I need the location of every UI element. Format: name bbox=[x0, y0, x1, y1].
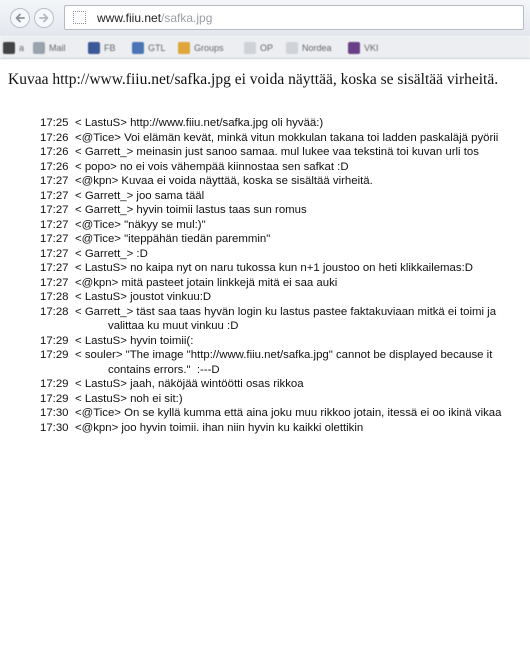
chat-line bbox=[40, 406, 520, 421]
bookmark-label: Groups bbox=[194, 42, 224, 53]
back-button[interactable] bbox=[10, 8, 30, 28]
image-error-message: Kuvaa http://www.fiiu.net/safka.jpg ei voida näyttää, koska se sisältää virheitä. bbox=[8, 71, 499, 88]
chat-line bbox=[40, 189, 520, 204]
chat-timestamp: 17:27 bbox=[40, 233, 69, 245]
chat-message: < Garrett_> meinasin just sanoo samaa. mul lukee vaa tekstinä toi kuvan urli tos bbox=[75, 146, 479, 158]
chat-timestamp: 17:30 bbox=[40, 421, 69, 434]
mail-icon bbox=[33, 42, 45, 54]
bookmark-label: Nordea bbox=[302, 42, 332, 53]
chat-timestamp: 17:25 bbox=[40, 117, 69, 129]
chat-message: <@kpn> mitä pasteet jotain linkkejä mitä ei saa auki bbox=[75, 276, 338, 289]
chat-line bbox=[40, 131, 520, 146]
bookmark-label: GTL bbox=[148, 42, 166, 53]
chat-timestamp: 17:26 bbox=[40, 160, 69, 173]
chat-timestamp: 17:27 bbox=[40, 262, 69, 274]
bookmark-item[interactable] bbox=[178, 41, 224, 54]
chat-timestamp: 17:29 bbox=[40, 334, 69, 347]
google-icon bbox=[178, 42, 190, 54]
chat-message: < LastuS> hyvin toimii(: bbox=[75, 334, 194, 347]
chat-message: <@Tice> Voi elämän kevät, minkä vitun mokkulan takana toi ladden paskaläjä pyörii bbox=[75, 131, 499, 144]
url-text bbox=[97, 11, 212, 25]
arrow-right-icon bbox=[38, 12, 50, 24]
chat-timestamp: 17:27 bbox=[40, 204, 69, 216]
chat-timestamp: 17:27 bbox=[40, 189, 69, 202]
page-icon bbox=[73, 11, 86, 24]
chat-timestamp: 17:27 bbox=[40, 247, 69, 260]
chat-message: <@Tice> On se kyllä kumma että aina joku muu rikkoo jotain, itessä ei oo ikinä vikaa bbox=[75, 407, 502, 419]
chat-timestamp: 17:26 bbox=[40, 146, 69, 158]
url-path: /safka.jpg bbox=[161, 11, 213, 25]
chat-message: <@Tice> "iteppähän tiedän paremmin" bbox=[75, 233, 271, 245]
chat-message: < Garrett_> joo sama tääl bbox=[75, 189, 205, 202]
chat-log bbox=[40, 116, 520, 435]
chat-message: < LastuS> no kaipa nyt on naru tukossa kun n+1 joustoo on heti klikkailemas:D bbox=[75, 262, 473, 274]
address-bar[interactable] bbox=[64, 5, 524, 30]
chat-line bbox=[40, 247, 520, 262]
chat-line bbox=[40, 261, 520, 276]
chat-line bbox=[40, 348, 520, 377]
chat-timestamp: 17:30 bbox=[40, 407, 69, 419]
site-icon bbox=[348, 42, 360, 54]
globe-icon bbox=[132, 42, 144, 54]
url-domain: www.fiiu.net bbox=[97, 11, 162, 25]
chat-timestamp: 17:28 bbox=[40, 291, 69, 303]
chat-line bbox=[40, 334, 520, 349]
chat-timestamp: 17:28 bbox=[40, 305, 69, 318]
bookmark-item[interactable] bbox=[3, 41, 24, 54]
chat-message: < LastuS> noh ei sit:) bbox=[75, 392, 183, 405]
chat-line bbox=[40, 421, 520, 436]
chat-message: < LastuS> joustot vinkuu:D bbox=[75, 291, 212, 303]
bookmark-item[interactable] bbox=[132, 41, 166, 54]
chat-line bbox=[40, 290, 520, 305]
chat-line bbox=[40, 145, 520, 160]
bookmark-label: Mail bbox=[49, 42, 66, 53]
chat-line bbox=[40, 116, 520, 131]
chat-message: < souler> "The image "http://www.fiiu.net/safka.jpg" cannot be displayed because it contains errors." :---D bbox=[75, 349, 496, 376]
chat-line bbox=[40, 160, 520, 175]
chat-timestamp: 17:29 bbox=[40, 392, 69, 405]
forward-button[interactable] bbox=[34, 8, 54, 28]
chat-timestamp: 17:27 bbox=[40, 276, 69, 289]
chat-message: <@Tice> "näkyy se mul:)" bbox=[75, 218, 206, 231]
chat-message: < Garrett_> hyvin toimii lastus taas sun romus bbox=[75, 204, 307, 216]
page-icon bbox=[244, 42, 256, 54]
chat-line bbox=[40, 377, 520, 392]
bookmark-icon bbox=[3, 42, 15, 54]
page-icon bbox=[286, 42, 298, 54]
chat-line bbox=[40, 276, 520, 291]
bookmark-item[interactable] bbox=[88, 41, 116, 54]
chat-message: <@kpn> joo hyvin toimii. ihan niin hyvin ku kaikki olettikin bbox=[75, 421, 364, 434]
chat-line bbox=[40, 392, 520, 407]
bookmark-label: FB bbox=[104, 42, 116, 53]
chat-timestamp: 17:27 bbox=[40, 175, 69, 187]
chat-message: < Garrett_> :D bbox=[75, 247, 148, 260]
chat-timestamp: 17:26 bbox=[40, 131, 69, 144]
chat-message: <@kpn> Kuvaa ei voida näyttää, koska se sisältää virheitä. bbox=[75, 175, 373, 187]
bookmark-item[interactable] bbox=[348, 41, 379, 54]
facebook-icon bbox=[88, 42, 100, 54]
chat-line bbox=[40, 232, 520, 247]
bookmark-item[interactable] bbox=[286, 41, 332, 54]
arrow-left-icon bbox=[14, 12, 26, 24]
chat-timestamp: 17:27 bbox=[40, 218, 69, 231]
chat-timestamp: 17:29 bbox=[40, 349, 69, 361]
chat-timestamp: 17:29 bbox=[40, 378, 69, 390]
chat-line bbox=[40, 305, 520, 334]
bookmarks-bar bbox=[0, 36, 530, 59]
browser-toolbar bbox=[0, 0, 530, 36]
chat-message: < LastuS> jaah, näköjää wintöötti osas rikkoa bbox=[75, 378, 304, 390]
chat-message: < popo> no ei vois vähempää kiinnostaa sen safkat :D bbox=[75, 160, 349, 173]
chat-message: < Garrett_> täst saa taas hyvän login ku lastus pastee faktakuviaan mitkä ei toimi ja valittaa ku muut vinkuu :D bbox=[75, 305, 500, 332]
bookmark-label: OP bbox=[260, 42, 274, 53]
bookmark-item[interactable] bbox=[244, 41, 273, 54]
bookmark-label: a bbox=[19, 42, 25, 53]
bookmark-item[interactable] bbox=[33, 41, 66, 54]
chat-message: < LastuS> http://www.fiiu.net/safka.jpg oli hyvää:) bbox=[75, 117, 324, 129]
bookmark-label: VKI bbox=[364, 42, 379, 53]
chat-line bbox=[40, 203, 520, 218]
chat-line bbox=[40, 218, 520, 233]
chat-line bbox=[40, 174, 520, 189]
